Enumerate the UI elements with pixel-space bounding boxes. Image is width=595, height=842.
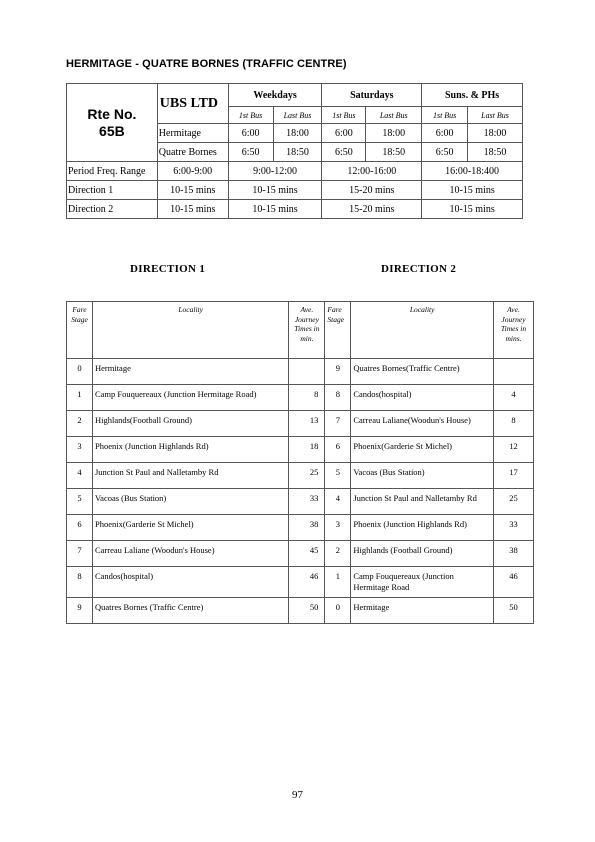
fare-stage-cell: 3	[67, 437, 93, 463]
fare-stage-cell: 5	[67, 489, 93, 515]
period-row	[67, 162, 523, 181]
fare-stage-cell: 2	[67, 411, 93, 437]
locality-cell: Carreau Laliane (Woodun's House)	[92, 541, 288, 567]
table-row	[67, 567, 534, 598]
fare-header-row	[67, 302, 534, 359]
fare-stage-table	[66, 301, 534, 624]
table-row	[67, 515, 534, 541]
locality-cell: Phoenix(Garderie St Michel)	[92, 515, 288, 541]
journey-time-cell: 25	[494, 489, 534, 515]
fare-stage-cell: 0	[67, 359, 93, 385]
period-cell: 9:00-12:00	[228, 162, 322, 181]
journey-time-cell: 50	[289, 598, 325, 624]
locality-cell: Junction St Paul and Nalletamby Rd	[351, 489, 494, 515]
time-cell: 18:50	[366, 143, 422, 162]
route-label: Rte No.	[87, 105, 137, 122]
locality-cell: Candos(hospital)	[351, 385, 494, 411]
place-cell: Hermitage	[157, 124, 228, 143]
direction2-heading: DIRECTION 2	[381, 263, 457, 275]
direction1-row	[67, 181, 523, 200]
freq-cell: 10-15 mins	[157, 181, 228, 200]
fare-stage-cell: 4	[325, 489, 351, 515]
period-cell: 12:00-16:00	[322, 162, 422, 181]
direction1-heading: DIRECTION 1	[130, 263, 206, 275]
time-cell: 6:50	[228, 143, 273, 162]
freq-cell: 15-20 mins	[322, 181, 422, 200]
period-label: Period Freq. Range	[67, 162, 158, 181]
time-cell: 6:00	[228, 124, 273, 143]
fare-body	[67, 359, 534, 624]
locality-cell: Phoenix (Junction Highlands Rd)	[351, 515, 494, 541]
locality-header: Locality	[92, 302, 288, 359]
freq-cell: 10-15 mins	[228, 200, 322, 219]
time-cell: 18:00	[273, 124, 322, 143]
locality-cell: Camp Fouquereaux (Junction Hermitage Road)	[92, 385, 288, 411]
table-row	[67, 385, 534, 411]
table-row	[67, 489, 534, 515]
locality-header: Locality	[351, 302, 494, 359]
fare-stage-cell: 6	[67, 515, 93, 541]
route-number: 65B	[99, 122, 125, 139]
fare-stage-cell: 7	[325, 411, 351, 437]
time-cell: 18:00	[366, 124, 422, 143]
fare-stage-cell: 9	[325, 359, 351, 385]
time-cell: 18:00	[468, 124, 523, 143]
fare-stage-cell: 4	[67, 463, 93, 489]
route-cell	[67, 84, 158, 162]
locality-cell: Hermitage	[351, 598, 494, 624]
fare-stage-cell: 3	[325, 515, 351, 541]
locality-cell: Quatres Bornes(Traffic Centre)	[351, 359, 494, 385]
journey-time-header: Ave. Journey Times in mins.	[494, 302, 534, 359]
page-title: HERMITAGE - QUATRE BORNES (TRAFFIC CENTRE)	[66, 58, 347, 70]
fare-stage-cell: 6	[325, 437, 351, 463]
last-bus-header: Last Bus	[366, 107, 422, 124]
locality-cell: Highlands(Football Ground)	[92, 411, 288, 437]
locality-cell: Vacoas (Bus Station)	[92, 489, 288, 515]
group-weekdays: Weekdays	[228, 84, 322, 107]
journey-time-cell: 46	[289, 567, 325, 598]
fare-stage-header: Fare Stage	[67, 302, 93, 359]
journey-time-header: Ave. Journey Times in min.	[289, 302, 325, 359]
direction1-label: Direction 1	[67, 181, 158, 200]
locality-cell: Candos(hospital)	[92, 567, 288, 598]
direction2-label: Direction 2	[67, 200, 158, 219]
journey-time-cell: 8	[289, 385, 325, 411]
fare-stage-cell: 8	[67, 567, 93, 598]
journey-time-cell	[494, 359, 534, 385]
table-row	[67, 359, 534, 385]
last-bus-header: Last Bus	[468, 107, 523, 124]
journey-time-cell: 13	[289, 411, 325, 437]
journey-time-cell: 25	[289, 463, 325, 489]
locality-cell: Carreau Laliane(Woodun's House)	[351, 411, 494, 437]
period-cell: 16:00-18:400	[422, 162, 523, 181]
group-saturdays: Saturdays	[322, 84, 422, 107]
freq-cell: 10-15 mins	[228, 181, 322, 200]
locality-cell: Camp Fouquereaux (Junction Hermitage Road	[351, 567, 494, 598]
freq-cell: 10-15 mins	[157, 200, 228, 219]
first-bus-header: 1st Bus	[228, 107, 273, 124]
freq-cell: 15-20 mins	[322, 200, 422, 219]
schedule-table	[66, 83, 523, 219]
journey-time-cell: 45	[289, 541, 325, 567]
time-cell: 18:50	[468, 143, 523, 162]
journey-time-cell: 4	[494, 385, 534, 411]
journey-time-cell: 33	[494, 515, 534, 541]
locality-cell: Hermitage	[92, 359, 288, 385]
table-row	[67, 437, 534, 463]
time-cell: 6:00	[322, 124, 366, 143]
journey-time-cell	[289, 359, 325, 385]
journey-time-cell: 38	[289, 515, 325, 541]
fare-stage-cell: 7	[67, 541, 93, 567]
freq-cell: 10-15 mins	[422, 181, 523, 200]
period-cell: 6:00-9:00	[157, 162, 228, 181]
journey-time-cell: 17	[494, 463, 534, 489]
first-bus-header: 1st Bus	[422, 107, 468, 124]
time-cell: 6:50	[322, 143, 366, 162]
time-cell: 18:50	[273, 143, 322, 162]
journey-time-cell: 38	[494, 541, 534, 567]
fare-stage-cell: 0	[325, 598, 351, 624]
journey-time-cell: 8	[494, 411, 534, 437]
journey-time-cell: 18	[289, 437, 325, 463]
journey-time-cell: 50	[494, 598, 534, 624]
fare-stage-cell: 1	[325, 567, 351, 598]
journey-time-cell: 12	[494, 437, 534, 463]
table-row	[67, 411, 534, 437]
table-row	[67, 598, 534, 624]
time-cell: 6:00	[422, 124, 468, 143]
place-cell: Quatre Bornes	[157, 143, 228, 162]
direction2-row	[67, 200, 523, 219]
freq-cell: 10-15 mins	[422, 200, 523, 219]
time-cell: 6:50	[422, 143, 468, 162]
table-row	[67, 463, 534, 489]
operator-name: UBS LTD	[157, 84, 228, 124]
fare-stage-cell: 2	[325, 541, 351, 567]
locality-cell: Vacoas (Bus Station)	[351, 463, 494, 489]
journey-time-cell: 33	[289, 489, 325, 515]
first-bus-header: 1st Bus	[322, 107, 366, 124]
group-sundays: Suns. & PHs	[422, 84, 523, 107]
locality-cell: Phoenix (Junction Highlands Rd)	[92, 437, 288, 463]
fare-stage-cell: 9	[67, 598, 93, 624]
last-bus-header: Last Bus	[273, 107, 322, 124]
fare-stage-header: Fare Stage	[325, 302, 351, 359]
fare-stage-cell: 5	[325, 463, 351, 489]
page-number: 97	[292, 789, 303, 801]
journey-time-cell: 46	[494, 567, 534, 598]
locality-cell: Phoenix(Garderie St Michel)	[351, 437, 494, 463]
fare-stage-cell: 8	[325, 385, 351, 411]
locality-cell: Quatres Bornes (Traffic Centre)	[92, 598, 288, 624]
locality-cell: Highlands (Football Ground)	[351, 541, 494, 567]
fare-stage-cell: 1	[67, 385, 93, 411]
table-row	[67, 541, 534, 567]
locality-cell: Junction St Paul and Nalletamby Rd	[92, 463, 288, 489]
